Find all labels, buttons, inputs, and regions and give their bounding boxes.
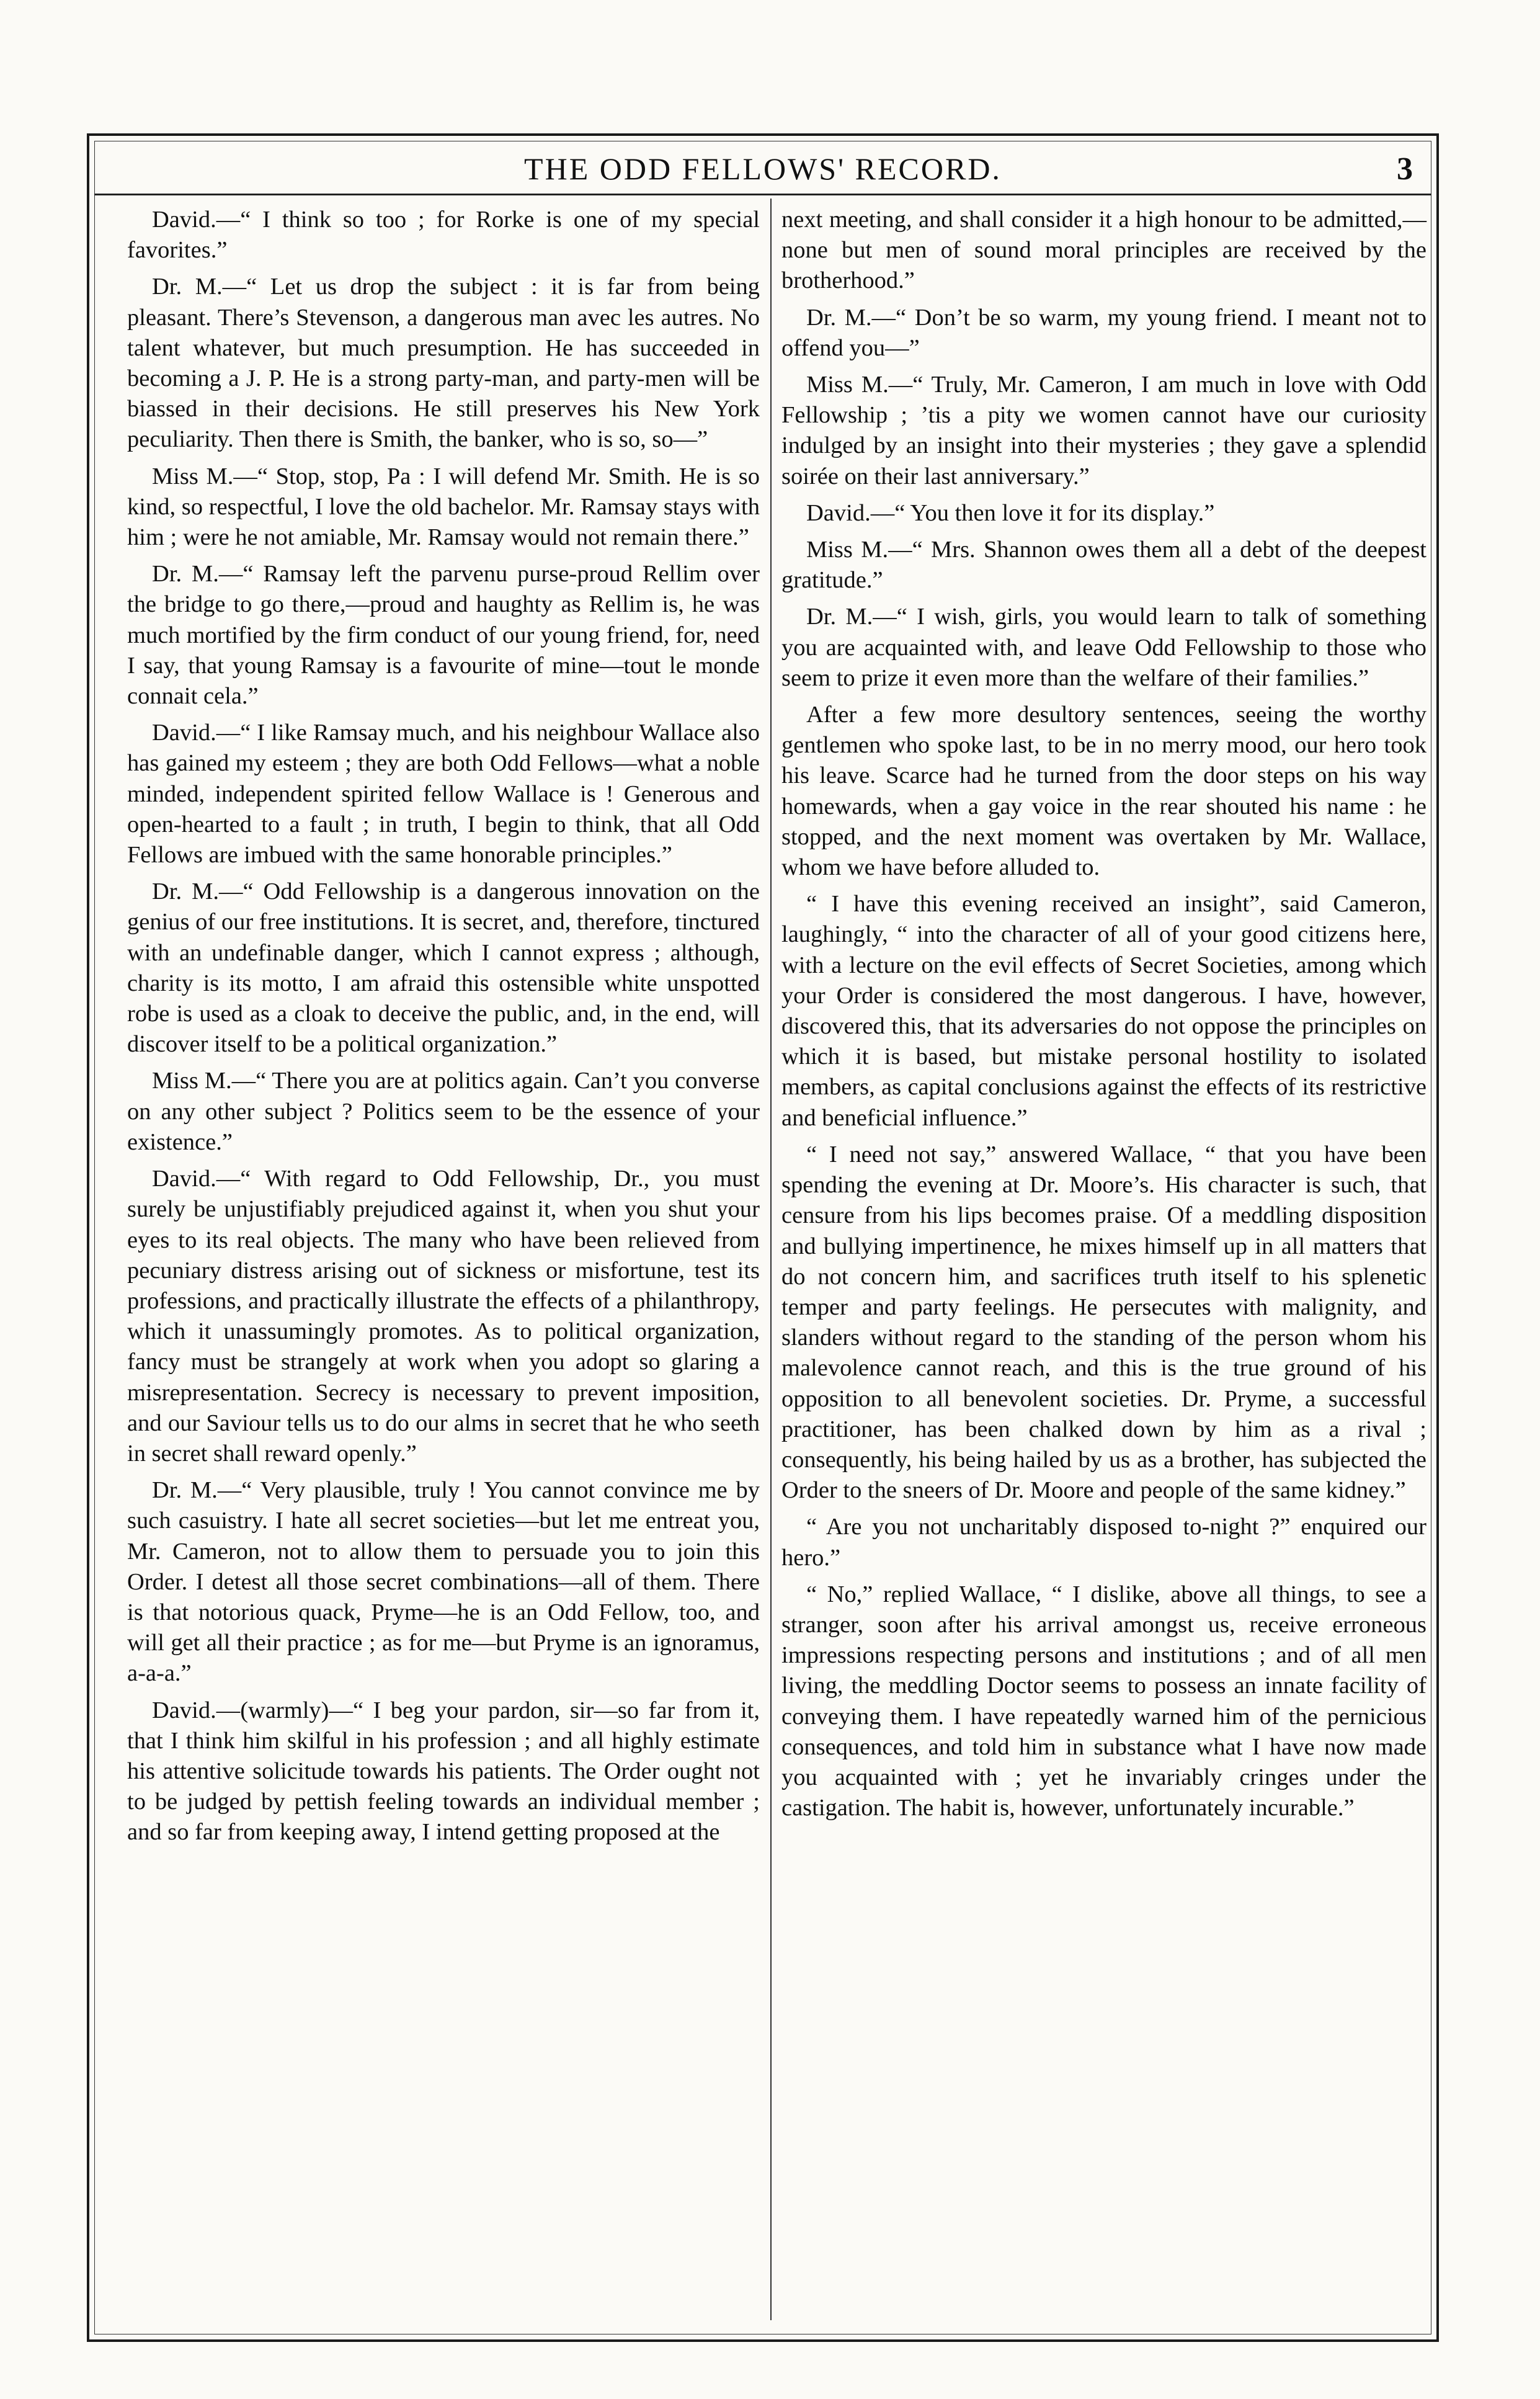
paragraph: “ No,” replied Wallace, “ I dislike, above all things, to see a stranger, soon after his arrival amongst us, receive erroneous impressions respecting persons and institutions ; and of all men living, the meddling Doctor seems to possess an innate facility of conveying them. I have repeatedly warned him of the pernicious consequences, and told him in substance what I have now made you acquainted with ; yet he invariably cringes under the castigation. The habit is, however, unfortunately incurable.”	[781, 1581, 1427, 1821]
paragraph: Miss M.—“ Truly, Mr. Cameron, I am much in love with Odd Fellowship ; ’tis a pity we women cannot have our curiosity indulged by an insight into their mysteries ; they gave a splendid soirée on their last anniversary.”	[781, 372, 1427, 489]
paragraph: Dr. M.—“ Odd Fellowship is a dangerous innovation on the genius of our free institutions. It is secret, and, therefore, tinctured with an undefinable danger, which I cannot express ; although, charity is its motto, I am afraid this ostensible white unspotted robe is used as a cloak to deceive the public, and, in the end, will discover itself to be a political organization.”	[127, 878, 760, 1058]
paragraph: David.—“ I like Ramsay much, and his neighbour Wallace also has gained my esteem ; they are both Odd Fellows—what a noble minded, independent spirited fellow Wallace is ! Generous and open-hearted to a fault ; in truth, I begin to think, that all Odd Fellows are imbued with the same honorable principles.”	[127, 720, 760, 869]
paragraph: Dr. M.—“ I wish, girls, you would learn to talk of something you are acquainted with, and leave Odd Fellowship to those who seem to prize it even more than the welfare of their families.”	[781, 604, 1427, 691]
paragraph: Dr. M.—“ Don’t be so warm, my young friend. I meant not to offend you—”	[781, 304, 1427, 361]
left-column	[127, 205, 760, 2314]
paragraph: “ I need not say,” answered Wallace, “ that you have been spending the evening at Dr. Moore’s. His character is such, that censure from his lips becomes praise. Of a meddling disposition and bullying impertinence, he mixes himself up in all matters that do not concern him, and sacrifices truth itself to his splenetic temper and party feelings. He persecutes with malignity, and slanders without regard to the standing of the person whom his malevolence cannot reach, and this is the true ground of his opposition to all benevolent societies. Dr. Pryme, a successful practitioner, has been chalked down by him as a rival ; consequently, his being hailed by us as a brother, has subjected the Order to the sneers of Dr. Moore and people of the same kidney.”	[781, 1141, 1427, 1504]
paragraph: David.—“ With regard to Odd Fellowship, Dr., you must surely be unjustifiably prejudiced against it, when you shut your eyes to its real objects. The many who have been relieved from pecuniary distress arising out of sickness or misfortune, test its professions, and practically illustrate the effects of a philanthropy, which it unassumingly promotes. As to political organization, fancy must be strangely at work when you adopt so glaring a misrepresentation. Secrecy is necessary to prevent imposition, and our Saviour tells us to do our alms in secret that he who seeth in secret shall reward openly.”	[127, 1166, 760, 1467]
paragraph: Dr. M.—“ Very plausible, truly ! You cannot convince me by such casuistry. I hate all secret societies—but let me entreat you, Mr. Cameron, not to allow them to persuade you to join this Order. I detest all those secret combinations—all of them. There is that notorious quack, Pryme—he is an Odd Fellow, too, and will get all their practice ; as for me—but Pryme is an ignoramus, a-a-a.”	[127, 1477, 760, 1687]
paragraph: Dr. M.—“ Ramsay left the parvenu purse-proud Rellim over the bridge to go there,—proud and haughty as Rellim is, he was much mortified by the firm conduct of our young friend, for, need I say, that young Ramsay is a favourite of mine—tout le monde connait cela.”	[127, 561, 760, 710]
paragraph: Dr. M.—“ Let us drop the subject : it is far from being pleasant. There’s Stevenson, a dangerous man avec les autres. No talent whatever, but much presumption. He has succeeded in becoming a J. P. He is a strong party-man, and party-men will be biassed in their decisions. He still preserves his New York peculiarity. Then there is Smith, the banker, who is so, so—”	[127, 274, 760, 453]
paragraph: “ I have this evening received an insight”, said Cameron, laughingly, “ into the character of all of your good citizens here, with a lecture on the evil effects of Secret Societies, among which your Order is considered the most dangerous. I have, however, discovered this, that its adversaries do not oppose the principles on which it is based, but mistake personal hostility to isolated members, as capital conclusions against the effects of its restrictive and beneficial influence.”	[781, 891, 1427, 1131]
paragraph: Miss M.—“ Mrs. Shannon owes them all a debt of the deepest gratitude.”	[781, 537, 1427, 594]
paragraph: Miss M.—“ Stop, stop, Pa : I will defend Mr. Smith. He is so kind, so respectful, I love the old bachelor. Mr. Ramsay stays with him ; were he not amiable, Mr. Ramsay would not remain there.”	[127, 463, 760, 551]
paragraph: After a few more desultory sentences, seeing the worthy gentlemen who spoke last, to be in no merry mood, our hero took his leave. Scarce had he turned from the door steps on his way homewards, when a gay voice in the rear shouted his name : he stopped, and the next moment was overtaken by Mr. Wallace, whom we have before alluded to.	[781, 702, 1427, 881]
paragraph: David.—(warmly)—“ I beg your pardon, sir—so far from it, that I think him skilful in his profession ; and all highly estimate his attentive solicitude towards his patients. The Order ought not to be judged by pettish feeling towards an individual member ; and so far from keeping away, I intend getting proposed at the	[127, 1697, 760, 1846]
header-rule	[94, 194, 1431, 195]
paragraph: David.—“ You then love it for its display.”	[806, 499, 1215, 526]
right-column	[781, 205, 1427, 2314]
column-divider	[770, 199, 772, 2320]
page-number: 3	[1397, 151, 1413, 187]
running-title: THE ODD FELLOWS' RECORD.	[524, 151, 1002, 186]
paragraph: next meeting, and shall consider it a high honour to be admitted,—none but men of sound moral principles are received by the brotherhood.”	[781, 207, 1427, 294]
paragraph: “ Are you not uncharitably disposed to-night ?” enquired our hero.”	[781, 1514, 1427, 1571]
paragraph: Miss M.—“ There you are at politics again. Can’t you converse on any other subject ? Politics seem to be the essence of your existence.”	[127, 1068, 760, 1155]
paragraph: David.—“ I think so too ; for Rorke is one of my special favorites.”	[127, 207, 760, 264]
page-header	[94, 146, 1431, 195]
